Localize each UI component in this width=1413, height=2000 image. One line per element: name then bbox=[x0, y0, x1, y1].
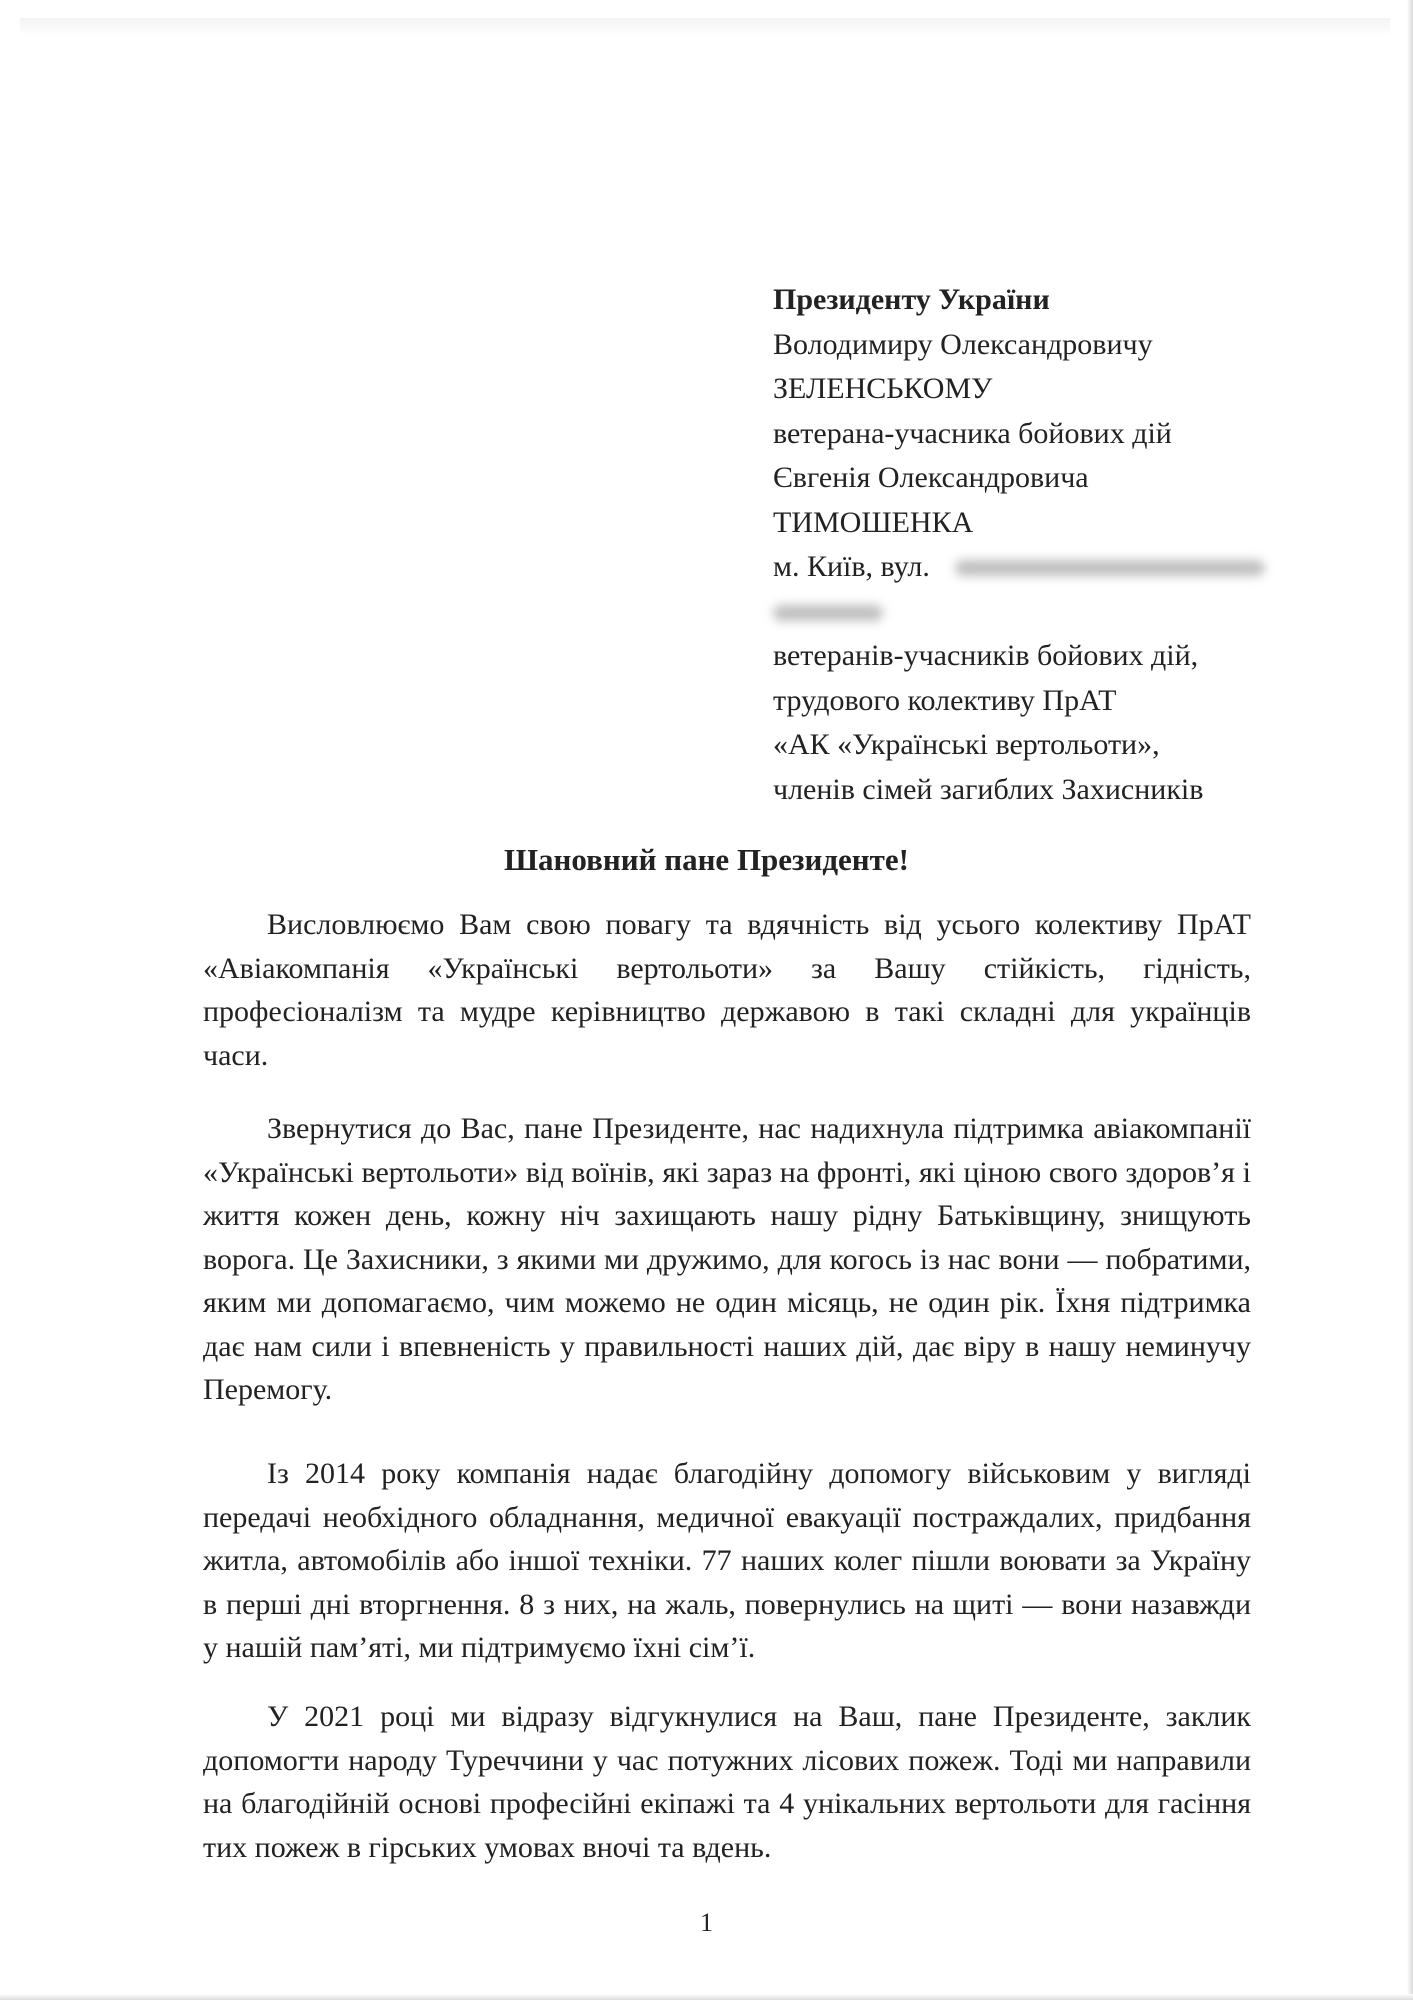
paragraph-turkey-fires: У 2021 році ми відразу відгукнулися на Ваш, пане Президенте, заклик допомогти народу Туреччини у час потужних лісових пожеж. Тоді ми направили на благодійній основі професійні екіпажі та 4 унікальних вертольоти для гасіння тих пожеж в гірських умовах вночі та вдень. bbox=[203, 1700, 1251, 1864]
addressee-sender-address bbox=[773, 545, 1333, 590]
scan-bottom-edge bbox=[0, 1994, 1413, 2000]
paragraph-support: Звернутися до Вас, пане Президенте, нас надихнула підтримка авіакомпанії «Українські вертольоти» від воїнів, які зараз на фронті, які ціною свого здоров’я і життя кожен день, кожну ніч захищають нашу рідну Батьківщину, знищують ворога. Це Захисники, з якими ми дружимо, для когось із нас вони — побратими, яким ми допомагаємо, чим можемо не один місяць, не один рік. Їхня підтримка дає нам сили і впевненість у правильності наших дій, дає віру в нашу неминучу Перемогу. bbox=[203, 1112, 1251, 1406]
addressee-families: членів сімей загиблих Захисників bbox=[773, 772, 1204, 806]
paragraph-charity: Із 2014 року компанія надає благодійну допомогу військовим у вигляді передачі необхідного обладнання, медичної евакуації постраждалих, придбання житла, автомобілів або іншої техніки. 77 наших колег пішли воювати за Україну в перші дні вторгнення. 8 з них, на жаль, повернулись на щиті — вони назавжди у нашій пам’яті, ми підтримуємо їхні сім’ї. bbox=[203, 1457, 1251, 1664]
addressee-recipient-surname: ЗЕЛЕНСЬКОМУ bbox=[773, 372, 993, 405]
page-number: 1 bbox=[700, 1908, 713, 1937]
addressee-address-continued bbox=[773, 590, 1333, 635]
redacted-address-continued bbox=[773, 605, 883, 621]
addressee-sender-title: ветерана-учасника бойових дій bbox=[773, 416, 1172, 450]
salutation: Шановний пане Президенте! bbox=[504, 842, 909, 877]
address-city-street: м. Київ, вул. bbox=[773, 550, 930, 583]
addressee-recipient-title: Президенту України bbox=[773, 283, 1050, 316]
addressee-veterans: ветеранів-учасників бойових дій, bbox=[773, 639, 1199, 672]
scan-right-edge bbox=[1407, 0, 1413, 2000]
addressee-block bbox=[773, 278, 1333, 812]
addressee-company: «АК «Українські вертольоти», bbox=[773, 728, 1160, 761]
redacted-address bbox=[955, 560, 1265, 576]
addressee-collective: трудового колективу ПрАТ bbox=[773, 683, 1117, 717]
addressee-sender-name: Євгенія Олександровича bbox=[773, 461, 1089, 494]
scan-top-shadow bbox=[20, 18, 1390, 36]
paragraph-gratitude: Висловлюємо Вам свою повагу та вдячність від усього колективу ПрАТ «Авіакомпанія «Українські вертольоти» за Вашу стійкість, гідність, професіоналізм та мудре керівництво державою в такі складні для українців часи. bbox=[203, 908, 1251, 1072]
addressee-sender-surname: ТИМОШЕНКА bbox=[773, 505, 974, 539]
addressee-recipient-name: Володимиру Олександровичу bbox=[773, 327, 1153, 361]
